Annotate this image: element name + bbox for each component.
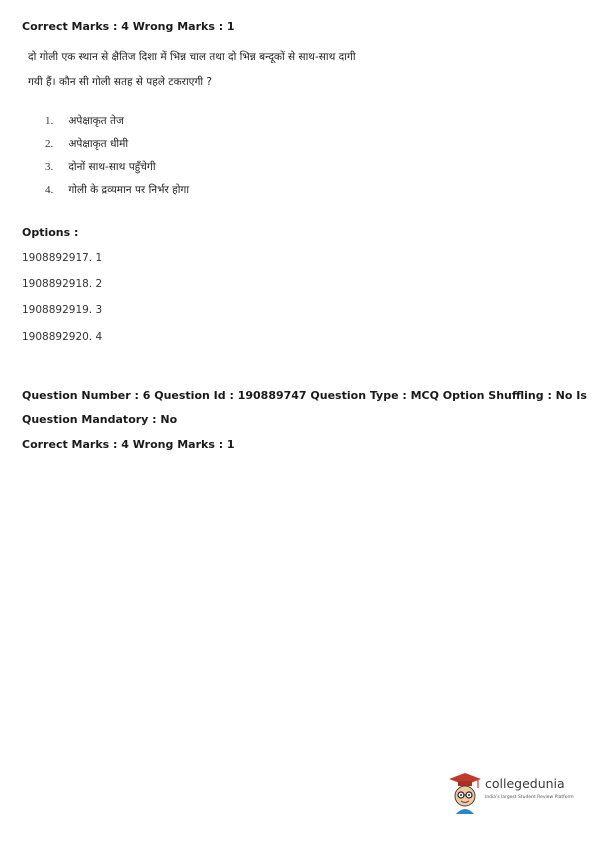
choice-3-text: दोनों साथ-साथ पहुँचेगी xyxy=(68,161,156,173)
next-question-info-line-2: Question Mandatory : No xyxy=(22,413,178,426)
choice-4 xyxy=(45,183,189,197)
choice-2-text: अपेक्षाकृत धीमी xyxy=(68,138,129,150)
option-id-3: 1908892919. 3 xyxy=(22,304,103,316)
choice-2 xyxy=(45,137,128,151)
marks-header: Correct Marks : 4 Wrong Marks : 1 xyxy=(22,20,235,33)
next-question-info-line-1: Question Number : 6 Question Id : 190889747 Question Type : MCQ Option Shuffling : No Is xyxy=(22,389,587,402)
choice-4-number: 4. xyxy=(45,184,54,196)
logo-tagline: India's largest Student Review Platform xyxy=(485,795,574,800)
choice-4-text: गोली के द्रव्यमान पर निर्भर होगा xyxy=(68,184,190,196)
option-id-2: 1908892918. 2 xyxy=(22,278,103,290)
option-id-4: 1908892920. 4 xyxy=(22,331,103,343)
logo-wordmark: collegedunia xyxy=(485,776,565,791)
student-mascot-icon xyxy=(447,770,483,814)
choice-2-number: 2. xyxy=(45,138,54,150)
question-line-2: गयी हैं। कौन सी गोली सतह से पहले टकराएगी ? xyxy=(28,76,213,88)
collegedunia-logo xyxy=(447,770,587,818)
choice-1-text: अपेक्षाकृत तेज xyxy=(68,115,124,127)
option-id-1: 1908892917. 1 xyxy=(22,252,103,264)
choice-1-number: 1. xyxy=(45,115,54,127)
question-line-1: दो गोली एक स्थान से क्षैतिज दिशा में भिन्न चाल तथा दो भिन्न बन्दूकों से साथ-साथ दागी xyxy=(28,51,356,63)
next-question-marks: Correct Marks : 4 Wrong Marks : 1 xyxy=(22,438,235,451)
options-label: Options : xyxy=(22,226,79,239)
choice-3 xyxy=(45,160,156,174)
choice-3-number: 3. xyxy=(45,161,54,173)
choice-1 xyxy=(45,114,124,128)
